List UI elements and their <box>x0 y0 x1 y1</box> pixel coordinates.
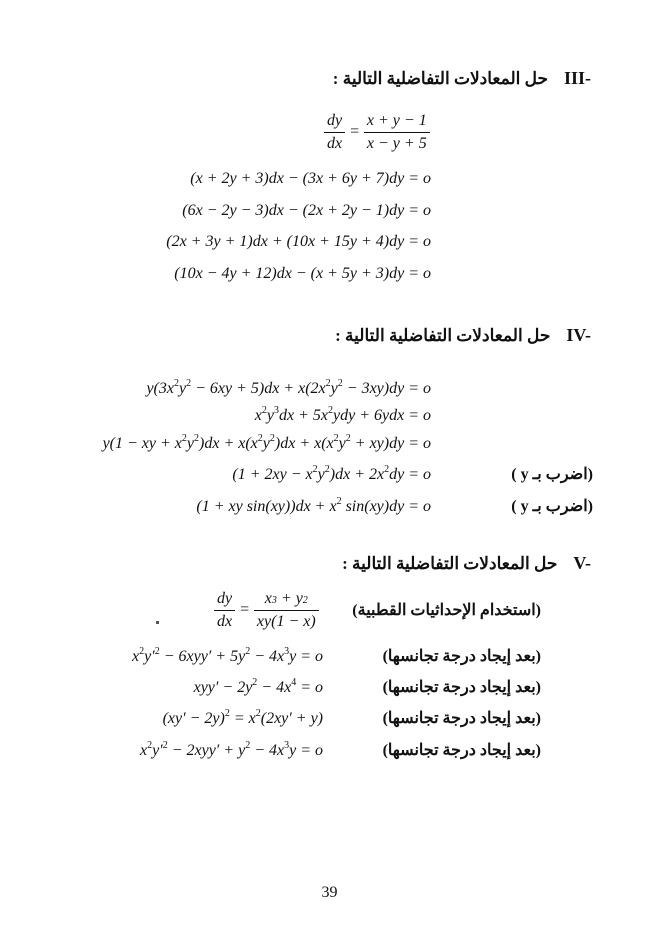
section-number: III- <box>563 68 591 88</box>
hint-multiply-y: (اضرب بـ y ) <box>511 498 593 515</box>
section-title: حل المعادلات التفاضلية التالية : <box>335 326 551 345</box>
note-homogeneity: (بعد إيجاد درجة تجانسها) <box>382 742 541 759</box>
equation: (x + 2y + 3)dx − (3x + 6y + 7)dy = o <box>190 170 431 187</box>
section-v-header <box>342 553 591 574</box>
section-number: IV- <box>566 325 591 345</box>
section-title: حل المعادلات التفاضلية التالية : <box>342 554 558 573</box>
equation: $x^2y'^2 - 2xyy' + y^2 - 4x^3y = o$ <box>139 740 323 759</box>
equation: y(1 − xy + $x^2y^2)dx + x(x^2y^2)dx + x(x^2y^2 + xy)dy = o$ <box>102 433 431 452</box>
fraction-equation: $\frac{dy}{dx}$ = $\frac{x3 + y2}{xy(1 - x)}$ <box>214 590 319 631</box>
lhs-fraction: $\frac{dy}{dx}$ <box>214 590 235 631</box>
equation: (6x − 2y − 3)dx − (2x + 2y − 1)dy = o <box>182 202 431 219</box>
equation: $xyy' - 2y^2 - 4x^4 = o$ <box>193 677 323 696</box>
equation: $x^2y'^2 - 6xyy' + 5y^2 - 4x^3y = o$ <box>131 646 323 665</box>
rhs-fraction: $\frac{x3 + y2}{xy(1 - x)}$ <box>254 590 319 631</box>
equation: $y(3x^2y^2 - 6xy + 5)dx + x(2x^2y^2 - 3xy)dy = o$ <box>146 378 431 397</box>
section-iv-header <box>335 325 591 346</box>
note-homogeneity: (بعد إيجاد درجة تجانسها) <box>382 648 541 665</box>
equation: $(xy' - 2y)^2 = x^2(2xy' + y)$ <box>162 708 323 727</box>
lhs-fraction: $\frac{dy}{dx}$ <box>324 112 345 153</box>
equation: $(1 + 2xy - x^2y^2)dx + 2x^2dy = o$ <box>232 464 431 483</box>
note-homogeneity: (بعد إيجاد درجة تجانسها) <box>382 679 541 696</box>
section-title: حل المعادلات التفاضلية التالية : <box>332 69 548 88</box>
note-polar-coordinates: (استخدام الإحداثيات القطبية) <box>352 602 541 619</box>
fraction-equation: $\frac{dy}{dx}$ = $\frac{x + y - 1}{x - y + 5}$ <box>324 112 430 153</box>
stray-mark <box>156 621 159 624</box>
equation: (10x − 4y + 12)dx − (x + 5y + 3)dy = o <box>174 265 431 282</box>
equation: $x^2y^3dx + 5x^2ydy + 6ydx = o$ <box>254 405 431 424</box>
note-homogeneity: (بعد إيجاد درجة تجانسها) <box>382 710 541 727</box>
section-number: V- <box>573 553 591 573</box>
equation: (1 + xy $\sin(xy))dx + x^2$ sin(xy)dy = o <box>196 496 431 515</box>
page-number: 39 <box>321 884 338 901</box>
hint-multiply-y: (اضرب بـ y ) <box>511 466 593 483</box>
equation: (2x + 3y + 1)dx + (10x + 15y + 4)dy = o <box>166 233 431 250</box>
section-iii-header <box>333 68 591 89</box>
rhs-fraction: $\frac{x + y - 1}{x - y + 5}$ <box>364 112 430 153</box>
